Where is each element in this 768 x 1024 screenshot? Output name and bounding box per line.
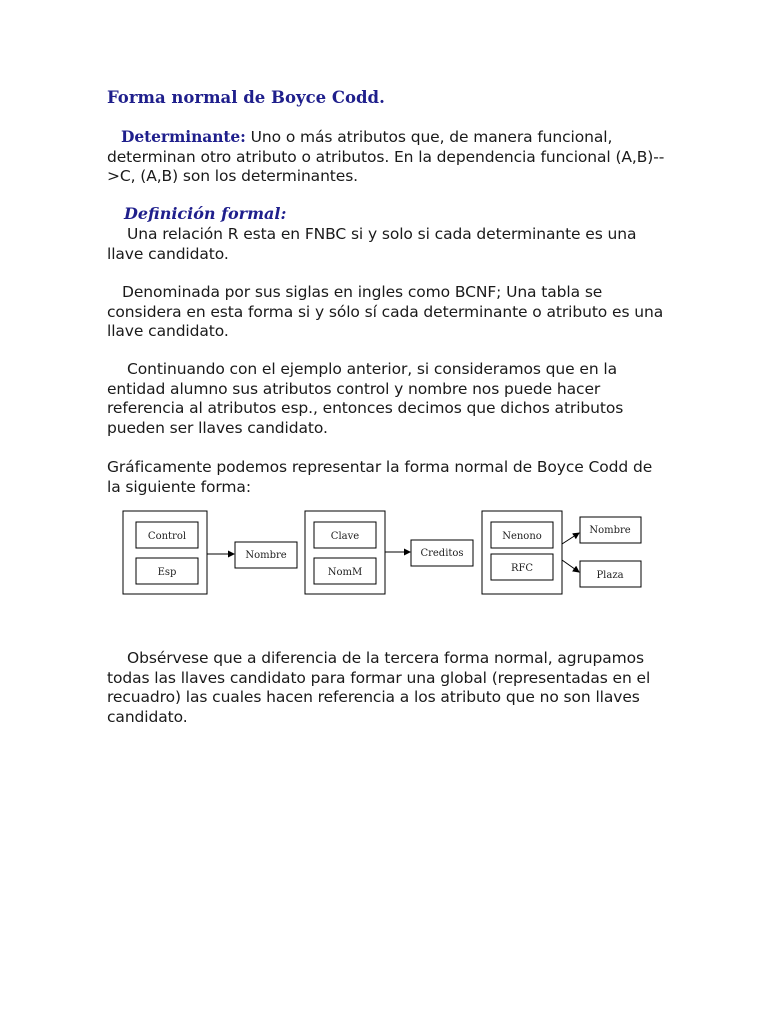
group2-outer-box bbox=[305, 511, 385, 594]
group1-key1-label: Control bbox=[147, 531, 187, 542]
group3-target1-label: Nombre bbox=[589, 525, 631, 536]
determinante-paragraph bbox=[107, 127, 667, 187]
document-title: Forma normal de Boyce Codd. bbox=[107, 88, 385, 107]
definicion-text: Una relación R esta en FNBC si y solo si cada determinante es una llave candidato. bbox=[107, 225, 637, 263]
group3-arrow-top bbox=[562, 533, 579, 544]
group3-key2-label: RFC bbox=[510, 563, 534, 574]
group1-target-label: Nombre bbox=[245, 550, 287, 561]
determinante-text: Uno o más atributos que, de manera funcional, determinan otro atributo o atributos. En la dependencia funcional (A,B)-->C, (A,B) son los determinantes. bbox=[107, 128, 665, 185]
group3-key1-label: Nenono bbox=[502, 531, 542, 542]
group2-target-label: Creditos bbox=[420, 548, 464, 559]
group2-key1-label: Clave bbox=[330, 531, 360, 542]
bcnf-diagram bbox=[122, 508, 644, 598]
grafico-paragraph: Gráficamente podemos representar la forma normal de Boyce Codd de la siguiente forma: bbox=[107, 458, 653, 496]
determinante-term: Determinante: bbox=[121, 127, 246, 146]
bcnf-paragraph: Denominada por sus siglas en ingles como BCNF; Una tabla se considera en esta forma si y sólo sí cada determinante o atributo es una llave candidato. bbox=[107, 283, 664, 340]
group3-outer-box bbox=[482, 511, 562, 594]
group3-arrow-bottom bbox=[562, 560, 579, 572]
group1-key2-label: Esp bbox=[157, 567, 177, 578]
ejemplo-paragraph: Continuando con el ejemplo anterior, si consideramos que en la entidad alumno sus atributos control y nombre nos puede hacer referencia al atributos esp., entonces decimos que dichos atributos pueden ser llaves candidato. bbox=[107, 360, 624, 437]
observese-paragraph: Obsérvese que a diferencia de la tercera forma normal, agrupamos todas las llaves candidato para formar una global (representadas en el recuadro) las cuales hacen referencia a los atributo que no son llaves candidato. bbox=[107, 649, 651, 726]
group2-key2-label: NomM bbox=[327, 567, 363, 578]
definicion-heading: Definición formal: bbox=[124, 204, 287, 223]
group3-target2-label: Plaza bbox=[596, 570, 624, 581]
